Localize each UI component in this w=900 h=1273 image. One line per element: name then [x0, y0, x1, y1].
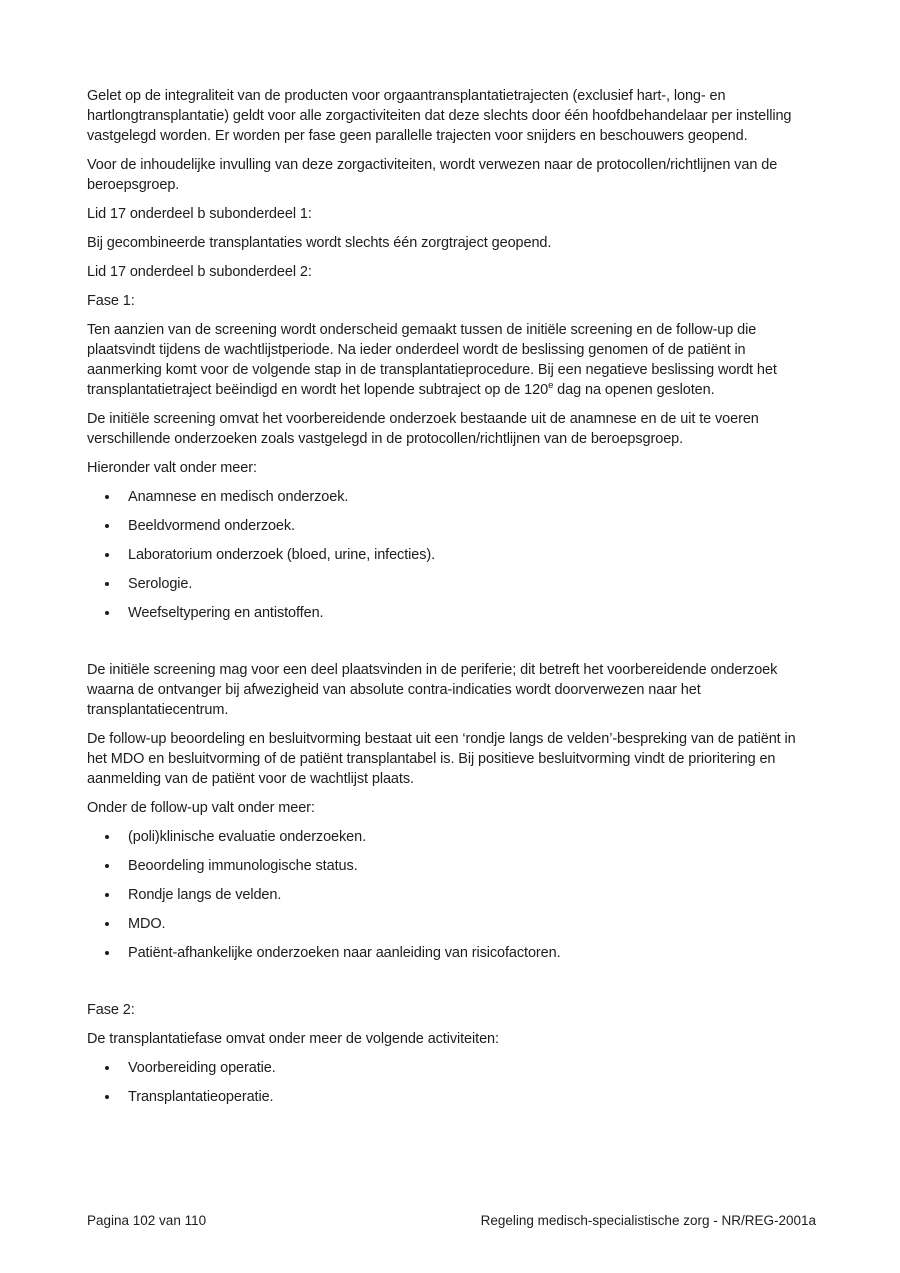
paragraph-transplantatiefase: De transplantatiefase omvat onder meer de volgende activiteiten:: [87, 1031, 499, 1047]
list-item-text: Patiënt-afhankelijke onderzoeken naar aanleiding van risicofactoren.: [128, 945, 561, 961]
bullet-icon: [105, 611, 109, 615]
followup-bullet-list: [87, 827, 816, 963]
paragraph-inhoudelijke-invulling: Voor de inhoudelijke invulling van deze zorgactiviteiten, wordt verwezen naar de protocollen/richtlijnen van de beroepsgroep.: [87, 157, 778, 193]
bullet-icon: [105, 835, 109, 839]
bullet-icon: [105, 1066, 109, 1070]
list-item: [128, 487, 816, 507]
list-item-text: Transplantatieoperatie.: [128, 1089, 274, 1105]
list-item: [128, 574, 816, 594]
fase2-bullet-list: [87, 1058, 816, 1107]
list-item: [128, 545, 816, 565]
footer-page-number: Pagina 102 van 110: [87, 1213, 207, 1228]
list-item-text: Beeldvormend onderzoek.: [128, 518, 295, 534]
paragraph-followup-beoordeling: De follow-up beoordeling en besluitvorming bestaat uit een ‘rondje langs de velden’-bespreking van de patiënt in het MDO en besluitvorming of de patiënt transplantabel is. Bij positieve besluitvorming vindt de prioritering en aanmelding van de patiënt voor de wachtlijst plaats.: [87, 731, 796, 787]
paragraph-gecombineerde-transplantaties: Bij gecombineerde transplantaties wordt slechts één zorgtraject geopend.: [87, 235, 552, 251]
bullet-icon: [105, 1095, 109, 1099]
list-item-text: Beoordeling immunologische status.: [128, 858, 358, 874]
list-item-text: Serologie.: [128, 576, 193, 592]
list-item: [128, 856, 816, 876]
label-fase2: Fase 2:: [87, 1002, 135, 1018]
paragraph-screening-tail: dag na openen gesloten.: [553, 382, 715, 398]
list-item: [128, 827, 816, 847]
document-body: [87, 86, 816, 1116]
paragraph-initiele-screening: De initiële screening omvat het voorbereidende onderzoek bestaande uit de anamnese en de uit te voeren verschillende onderzoeken zoals vastgelegd in de protocollen/richtlijnen van de beroepsgroep.: [87, 411, 759, 447]
list-item-text: Laboratorium onderzoek (bloed, urine, infecties).: [128, 547, 436, 563]
bullet-icon: [105, 495, 109, 499]
list-item-text: Voorbereiding operatie.: [128, 1060, 276, 1076]
screening-bullet-list: [87, 487, 816, 623]
bullet-icon: [105, 922, 109, 926]
bullet-icon: [105, 893, 109, 897]
paragraph-integraliteit: Gelet op de integraliteit van de producten voor orgaantransplantatietrajecten (exclusief hart-, long- en hartlongtransplantatie) geldt voor alle zorgactiviteiten dat deze slechts door één hoofdbehandelaar per instelling vastgelegd worden. Er worden per fase geen parallelle trajecten voor snijders en beschouwers geopend.: [87, 88, 792, 144]
bullet-icon: [105, 864, 109, 868]
label-lid17-b-sub2: Lid 17 onderdeel b subonderdeel 2:: [87, 264, 312, 280]
paragraph-screening: [87, 320, 816, 400]
bullet-icon: [105, 553, 109, 557]
label-hieronder-valt: Hieronder valt onder meer:: [87, 460, 257, 476]
footer-regulation-reference: Regeling medisch-specialistische zorg - NR/REG-2001a: [480, 1213, 816, 1228]
list-item: [128, 1087, 816, 1107]
superscript-e: e: [548, 380, 554, 392]
list-item-text: (poli)klinische evaluatie onderzoeken.: [128, 829, 367, 845]
list-item: [128, 943, 816, 963]
list-item-text: Rondje langs de velden.: [128, 887, 282, 903]
list-item: [128, 914, 816, 934]
list-item: [128, 516, 816, 536]
list-item: [128, 1058, 816, 1078]
page-footer: [87, 1212, 816, 1230]
paragraph-periferie: De initiële screening mag voor een deel plaatsvinden in de periferie; dit betreft het voorbereidende onderzoek waarna de ontvanger bij afwezigheid van absolute contra-indicaties wordt doorverwezen naar het transplantatiecentrum.: [87, 662, 778, 718]
paragraph-screening-text: Ten aanzien van de screening wordt onderscheid gemaakt tussen de initiële screening en de follow-up die plaatsvindt tijdens de wachtlijstperiode. Na ieder onderdeel wordt de beslissing genomen of de patiënt in aanmerking komt voor de volgende stap in de transplantatieprocedure. Bij een negatieve beslissing wordt het transplantatietraject beëindigd en wordt het lopende subtraject op de 120: [87, 322, 777, 398]
list-item-text: Anamnese en medisch onderzoek.: [128, 489, 349, 505]
list-item-text: MDO.: [128, 916, 166, 932]
label-onder-followup: Onder de follow-up valt onder meer:: [87, 800, 315, 816]
bullet-icon: [105, 951, 109, 955]
bullet-icon: [105, 524, 109, 528]
label-lid17-b-sub1: Lid 17 onderdeel b subonderdeel 1:: [87, 206, 312, 222]
label-fase1: Fase 1:: [87, 293, 135, 309]
list-item: [128, 603, 816, 623]
list-item: [128, 885, 816, 905]
list-item-text: Weefseltypering en antistoffen.: [128, 605, 324, 621]
bullet-icon: [105, 582, 109, 586]
